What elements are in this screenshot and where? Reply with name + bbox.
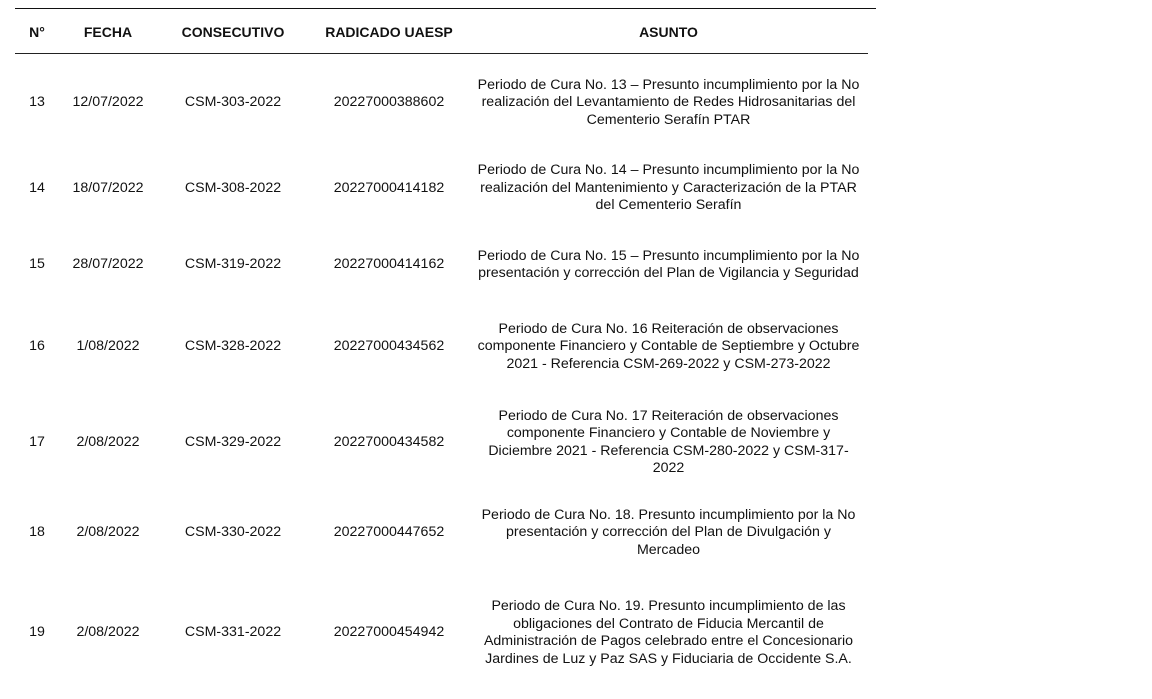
cell-radicado: 20227000447652 (333, 524, 445, 541)
cell-consecutivo: CSM-328-2022 (184, 338, 282, 355)
cell-consecutivo: CSM-331-2022 (184, 624, 282, 641)
header-no: N° (15, 10, 59, 54)
cell-fecha: 1/08/2022 (76, 338, 140, 355)
table-row (15, 389, 868, 496)
table-row (15, 225, 868, 305)
header-consecutivo: CONSECUTIVO (157, 10, 309, 54)
cell-radicado: 20227000434562 (333, 338, 445, 355)
cell-radicado: 20227000414162 (333, 256, 445, 273)
cell-consecutivo: CSM-330-2022 (184, 524, 282, 541)
cell-fecha: 2/08/2022 (76, 524, 140, 541)
cell-radicado: 20227000388602 (333, 94, 445, 111)
cell-fecha: 2/08/2022 (76, 624, 140, 641)
table-row (15, 54, 868, 153)
cell-no: 17 (29, 433, 45, 450)
header-asunto: ASUNTO (469, 10, 868, 54)
cell-asunto: Periodo de Cura No. 14 – Presunto incumplimiento por la No realización del Mantenimiento y Caracterización de la PTAR del Cementerio Serafín (477, 162, 860, 214)
header-radicado: RADICADO UAESP (309, 10, 469, 54)
table-row (15, 496, 868, 570)
periodo-de-cura-table (15, 10, 868, 696)
cell-no: 19 (29, 624, 45, 641)
cell-no: 14 (29, 179, 45, 196)
cell-no: 13 (29, 94, 45, 111)
cell-asunto: Periodo de Cura No. 13 – Presunto incumplimiento por la No realización del Levantamiento de Redes Hidrosanitarias del Cementerio Serafín PTAR (477, 76, 860, 128)
cell-asunto: Periodo de Cura No. 16 Reiteración de observaciones componente Financiero y Contable de Septiembre y Octubre 2021 - Referencia CSM-269-2022 y CSM-273-2022 (477, 320, 860, 372)
cell-fecha: 12/07/2022 (72, 94, 144, 111)
cell-fecha: 2/08/2022 (76, 433, 140, 450)
cell-radicado: 20227000414182 (333, 179, 445, 196)
cell-consecutivo: CSM-303-2022 (184, 94, 282, 111)
cell-no: 15 (29, 256, 45, 273)
table-row (15, 570, 868, 696)
cell-consecutivo: CSM-329-2022 (184, 433, 282, 450)
cell-no: 18 (29, 524, 45, 541)
table-row (15, 152, 868, 225)
cell-radicado: 20227000454942 (333, 624, 445, 641)
cell-consecutivo: CSM-319-2022 (184, 256, 282, 273)
table-row (15, 305, 868, 389)
cell-radicado: 20227000434582 (333, 433, 445, 450)
cell-fecha: 28/07/2022 (72, 256, 144, 273)
cell-asunto: Periodo de Cura No. 17 Reiteración de observaciones componente Financiero y Contable de Noviembre y Diciembre 2021 - Referencia CSM-280-2022 y CSM-317-2022 (488, 407, 849, 476)
cell-asunto: Periodo de Cura No. 18. Presunto incumplimiento por la No presentación y corrección del Plan de Divulgación y Mercadeo (481, 506, 856, 558)
table-top-rule (15, 8, 876, 9)
header-fecha: FECHA (59, 10, 157, 54)
cell-consecutivo: CSM-308-2022 (184, 179, 282, 196)
cell-fecha: 18/07/2022 (72, 179, 144, 196)
cell-no: 16 (29, 338, 45, 355)
cell-asunto: Periodo de Cura No. 15 – Presunto incumplimiento por la No presentación y corrección del Plan de Vigilancia y Seguridad (477, 247, 860, 281)
cell-asunto: Periodo de Cura No. 19. Presunto incumplimiento de las obligaciones del Contrato de Fiducia Mercantil de Administración de Pagos celebrado entre el Concesionario Jardines de Luz y Paz SAS y Fiduciaria de Occidente S.A. (483, 598, 854, 667)
table-header-row (15, 10, 868, 54)
